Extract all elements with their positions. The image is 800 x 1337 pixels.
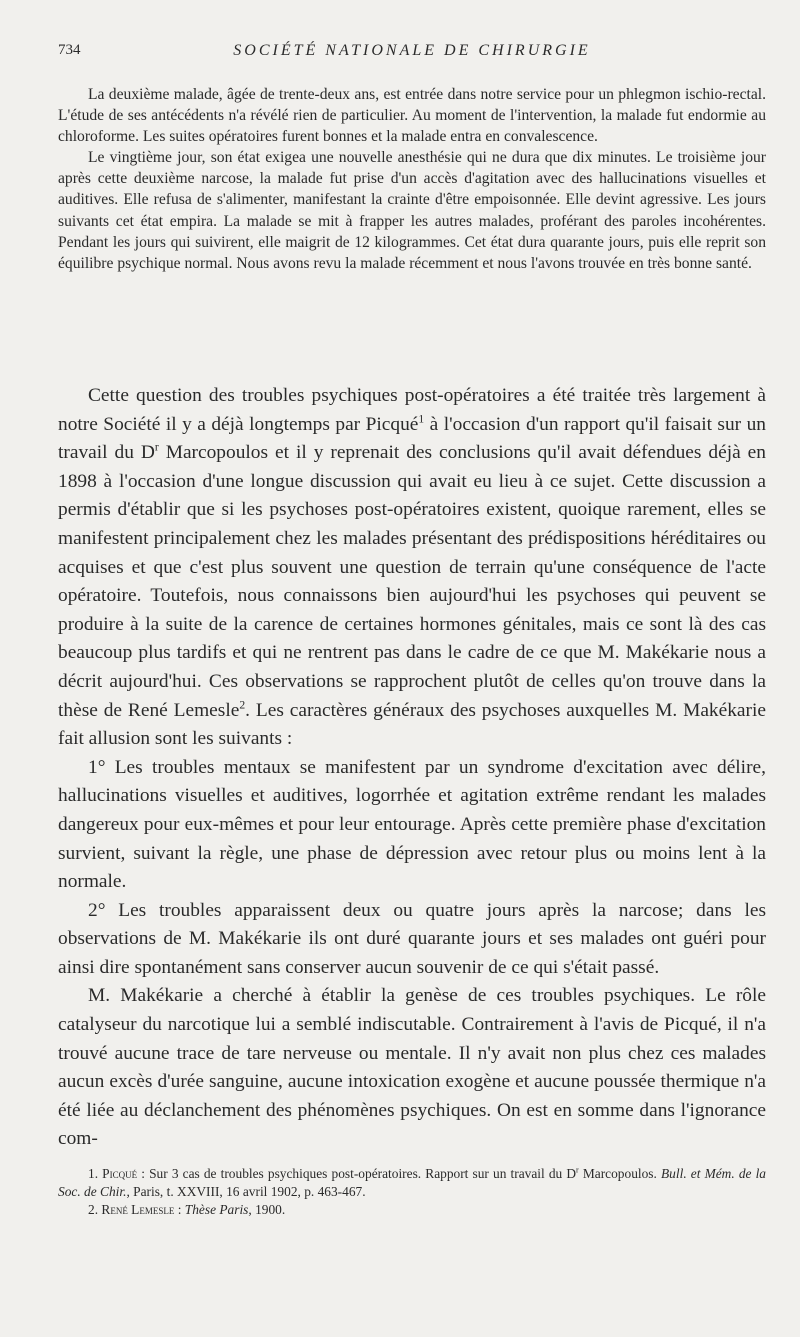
body-paragraph-3: 2° Les troubles apparaissent deux ou quatre jours après la narcose; dans les observations de M. Makékarie ils ont duré quarante jours et ses malades ont guéri pour ainsi dire spontanément sans conserver aucun souvenir de ce qui s'était passé. [58, 899, 766, 978]
case-report [58, 84, 766, 274]
thesis-title: Thèse Paris [184, 1201, 249, 1217]
superscript-r: r [154, 440, 159, 454]
text-span: : [174, 1201, 185, 1217]
footnote-number: 2. [88, 1201, 102, 1217]
text-span: : Sur 3 cas de troubles psychiques post-opératoires. Rapport sur un travail du D [137, 1166, 577, 1181]
text-span: , 1900. [248, 1201, 286, 1217]
footnote-number: 1. [88, 1166, 103, 1181]
journal-title: Bull. et Mém. de la Soc. de Chir. [58, 1166, 766, 1199]
text-span: Marcopoulos et il y reprenait des conclusions qu'il avait défendues déjà en 1898 à l'occasion d'une longue discussion qui avait eu lieu à ce sujet. Cette discussion a permis d'établir que si les psychoses post-opératoires existent, quoique rarement, elles se manifestent principalement chez les malades présentant des prédispositions héréditaires ou acquises et que c'est plus souvent une question de terrain qu'une conséquence de l'acte opératoire. Toutefois, nous connaissons bien aujourd'hui les psychoses qui peuvent se produire à la suite de la carence de certaines hormones génitales, mais ce sont là des cas beaucoup plus tardifs et qui ne rentrent pas dans le cadre de ce que M. Makékarie nous a décrit aujourd'hui. Ces observations se rapprochent plutôt de celles qu'on trouve dans la thèse de René Lemesle [58, 442, 766, 721]
body-paragraph-2: 1° Les troubles mentaux se manifestent par un syndrome d'excitation avec délire, hallucinations visuelles et auditives, logorrhée et agitation extrême rendant les malades dangereux pour eux-mêmes et pour leur entourage. Après cette première phase d'excitation survient, suivant la règle, une phase de dépression avec retour plus ou moins lent à la normale. [58, 756, 766, 893]
footnote-2 [58, 1201, 766, 1219]
footnote-author: René Lemesle [101, 1201, 175, 1217]
footnotes [58, 1165, 766, 1218]
footnote-ref-2: 2 [239, 698, 246, 712]
main-text [58, 382, 766, 1154]
page-number: 734 [58, 42, 81, 58]
case-paragraph-1: La deuxième malade, âgée de trente-deux ans, est entrée dans notre service pour un phlegmon ischio-rectal. L'étude de ses antécédents n'a révélé rien de particulier. Au moment de l'intervention, la malade fut endormie au chloroforme. Les suites opératoires furent bonnes et la malade entra en convalescence. [58, 86, 766, 146]
superscript-r: r [576, 1165, 579, 1175]
footnote-ref-1: 1 [418, 412, 425, 426]
body-paragraph-4: M. Makékarie a cherché à établir la genèse de ces troubles psychiques. Le rôle catalyseur du narcotique lui a semblé indiscutable. Contrairement à l'avis de Picqué, il n'a trouvé aucune trace de tare nerveuse ou mentale. Il n'y avait non plus chez ces malades aucun excès d'urée sanguine, aucune intoxication exogène et aucune poussée thermique n'a été liée au déclanchement des phénomènes psychiques. On est en somme dans l'ignorance com- [58, 985, 766, 1150]
case-paragraph-2: Le vingtième jour, son état exigea une nouvelle anesthésie qui ne dura que dix minutes. Le troisième jour après cette deuxième narcose, la malade fut prise d'un accès d'agitation avec des hallucinations visuelles et auditives. Elle refusa de s'alimenter, manifestant la crainte d'être empoisonnée. Elle devint agressive. Les jours suivants cet état empira. La malade se mit à frapper les autres malades, proférant des paroles incohérentes. Pendant les jours qui suivirent, elle maigrit de 12 kilogrammes. Cet état dura quarante jours, puis elle reprit son équilibre psychique normal. Nous avons revu la malade récemment et nous l'avons trouvée en très bonne santé. [58, 149, 766, 272]
running-title: SOCIÉTÉ NATIONALE DE CHIRURGIE [233, 42, 591, 59]
text-span: . Les caractères généraux des psychoses auxquelles M. Makékarie fait allusion sont les suivants : [58, 699, 766, 750]
page-header [58, 42, 766, 66]
text-span: Cette question des troubles psychiques post-opératoires a été traitée très largement à notre Société il y a déjà longtemps par Picqué [58, 385, 766, 435]
text-span: à l'occasion d'un rapport qu'il faisait sur un travail du D [58, 413, 766, 464]
body-paragraph-1 [58, 382, 766, 754]
footnote-1 [58, 1165, 766, 1201]
text-span: Marcopoulos. [578, 1166, 661, 1181]
footnote-author: Picqué [102, 1166, 138, 1181]
text-span: , Paris, t. XXVIII, 16 avril 1902, p. 463-467. [126, 1183, 366, 1199]
